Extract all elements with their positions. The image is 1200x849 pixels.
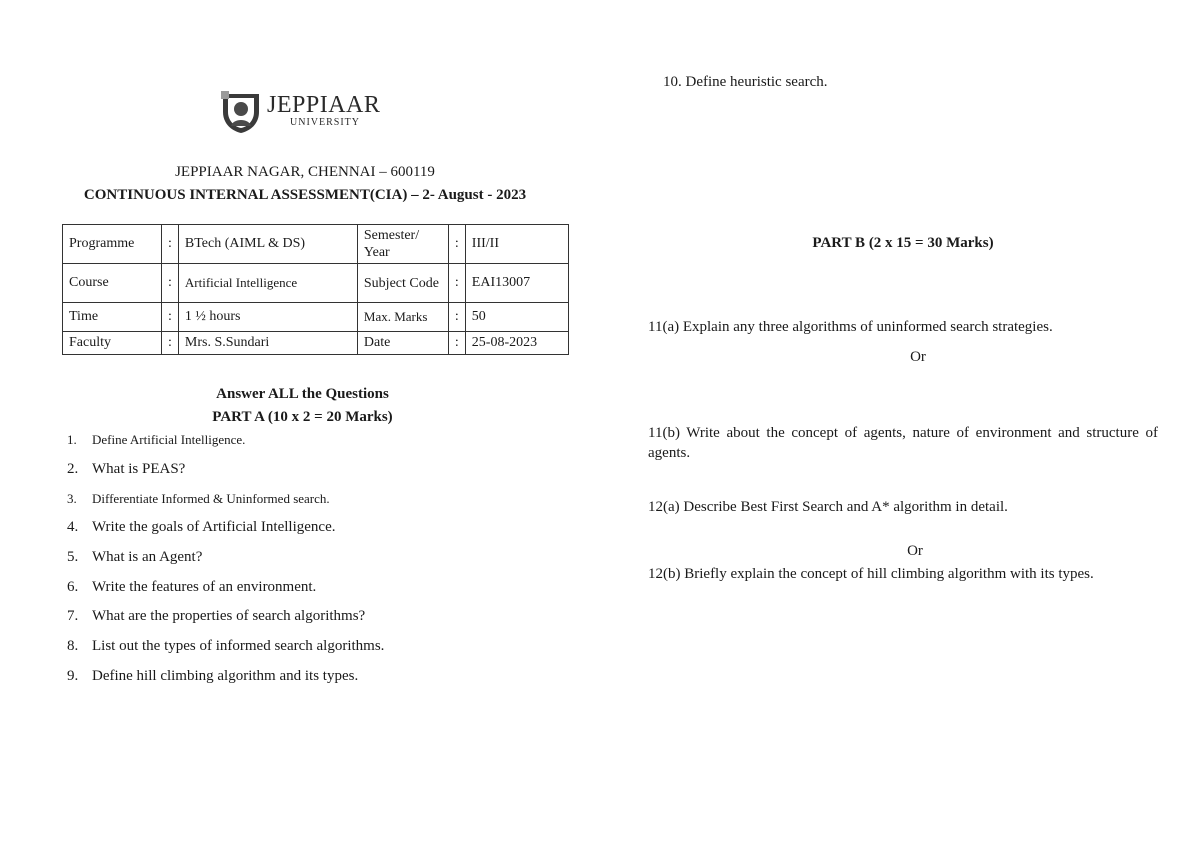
question-11b: 11(b) Write about the concept of agents, nature of environment and structure of agents. [648,425,1158,461]
question-number: 10. [663,74,682,90]
colon: : [448,303,465,332]
label-subject-code: Subject Code [357,264,448,303]
question-text: Write the features of an environment. [92,579,317,595]
question-number: 7. [67,608,79,624]
label-faculty: Faculty [63,332,162,355]
question-number: 3. [67,491,77,506]
university-crest-icon [220,90,262,134]
colon: : [162,225,179,264]
label-programme: Programme [63,225,162,264]
value-max-marks: 50 [465,303,568,332]
colon: : [162,303,179,332]
university-logo [220,90,395,136]
or-separator: Or [910,349,926,365]
question-item [67,608,365,625]
question-number: 5. [67,549,79,565]
question-12b: 12(b) Briefly explain the concept of hill climbing algorithm with its types. [648,566,1094,582]
label-time: Time [63,303,162,332]
colon: : [162,264,179,303]
value-programme: BTech (AIML & DS) [178,225,357,264]
part-b-title: PART B (2 x 15 = 30 Marks) [812,235,994,251]
question-item [67,579,316,596]
question-text: What are the properties of search algorithms? [92,608,366,624]
question-text: Define hill climbing algorithm and its types. [92,668,359,684]
part-a-title: PART A (10 x 2 = 20 Marks) [212,409,393,425]
question-item [67,638,384,655]
logo-wordmark: JEPPIAAR [267,92,381,118]
table-row [63,225,569,264]
logo-subtitle: UNIVERSITY [290,117,360,128]
table-row [63,303,569,332]
label-semester-year: Semester/ Year [357,225,448,264]
question-text: List out the types of informed search algorithms. [92,638,385,654]
question-item [67,461,185,478]
question-item [67,519,335,536]
table-row [63,264,569,303]
question-number: 9. [67,668,79,684]
colon: : [162,332,179,355]
question-number: 1. [67,432,77,447]
assessment-title: CONTINUOUS INTERNAL ASSESSMENT(CIA) – 2- August - 2023 [83,187,527,203]
question-item [67,491,330,507]
question-text: Define heuristic search. [685,74,828,90]
label-max-marks: Max. Marks [357,303,448,332]
table-row [63,332,569,355]
question-11a: 11(a) Explain any three algorithms of uninformed search strategies. [648,319,1053,335]
question-item [67,432,245,448]
colon: : [448,264,465,303]
question-number: 6. [67,579,79,595]
question-item [67,549,202,566]
exam-info-table [62,224,569,355]
value-time: 1 ½ hours [178,303,357,332]
or-separator: Or [907,543,923,559]
question-number: 2. [67,461,79,477]
value-course: Artificial Intelligence [178,264,357,303]
question-number: 8. [67,638,79,654]
value-semester-year: III/II [465,225,568,264]
question-text: Write the goals of Artificial Intelligence. [92,519,336,535]
institution-address: JEPPIAAR NAGAR, CHENNAI – 600119 [175,164,435,180]
question-item [663,74,828,91]
label-course: Course [63,264,162,303]
question-text: Differentiate Informed & Uninformed search. [92,491,330,506]
question-text: Define Artificial Intelligence. [92,432,246,447]
question-12a: 12(a) Describe Best First Search and A* algorithm in detail. [648,499,1008,515]
answer-all-instruction: Answer ALL the Questions [216,386,389,402]
label-date: Date [357,332,448,355]
value-subject-code: EAI13007 [465,264,568,303]
question-text: What is an Agent? [92,549,203,565]
question-item [67,668,358,685]
value-date: 25-08-2023 [465,332,568,355]
colon: : [448,225,465,264]
colon: : [448,332,465,355]
value-faculty: Mrs. S.Sundari [178,332,357,355]
question-number: 4. [67,519,79,535]
question-text: What is PEAS? [92,461,186,477]
